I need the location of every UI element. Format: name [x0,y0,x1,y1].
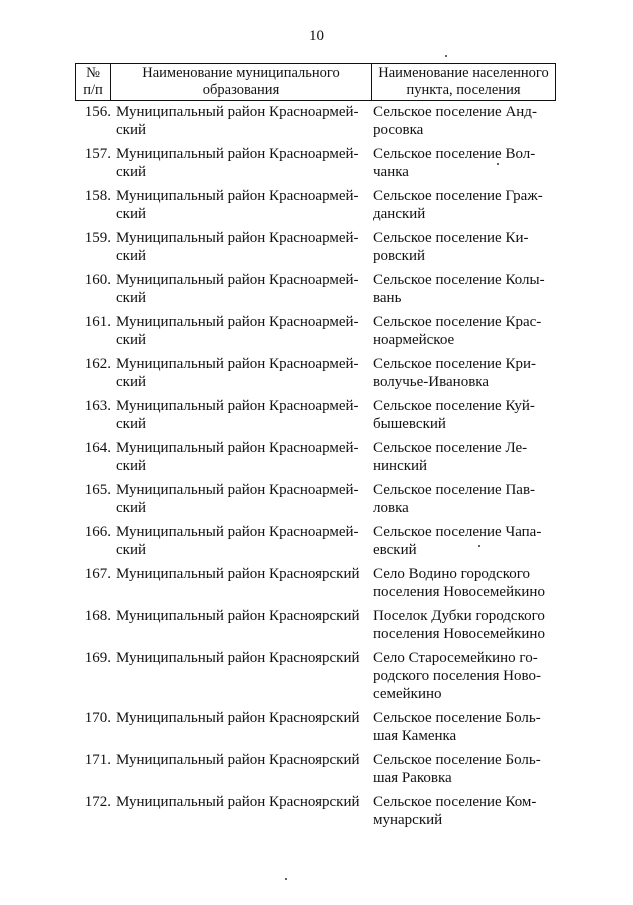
row-municipality [116,145,366,181]
row-number: 166. [84,524,111,540]
header-number-line2: п/п [83,82,103,98]
settlement-line: евский [373,542,417,558]
settlement-line: Сельское поселение Ле- [373,440,528,456]
settlement-line: Сельское поселение Анд- [373,104,537,120]
municipality-line: Муниципальный район Красноярский [116,752,360,768]
settlement-line: поселения Новосемейкино [373,584,545,600]
row-settlement [373,793,553,829]
settlement-line: Сельское поселение Пав- [373,482,536,498]
table-body [0,103,633,835]
row-settlement [373,271,553,307]
row-number: 163. [84,398,111,414]
page-number: 10 [309,28,324,44]
municipality-line: ский [116,416,146,432]
row-number: 167. [84,566,111,582]
municipality-line: Муниципальный район Красноармей- [116,524,359,540]
municipality-line: Муниципальный район Красноармей- [116,230,359,246]
settlement-line: ловка [373,500,409,516]
municipality-line: ский [116,164,146,180]
row-number: 161. [84,314,111,330]
row-municipality [116,523,366,559]
settlement-line: Сельское поселение Колы- [373,272,545,288]
row-number: 160. [84,272,111,288]
table-row [0,481,633,523]
table-row [0,229,633,271]
settlement-line: вань [373,290,402,306]
row-settlement [373,187,553,223]
row-settlement [373,439,553,475]
table-row [0,397,633,439]
settlement-line: шая Каменка [373,728,457,744]
row-municipality [116,103,366,139]
municipality-line: ский [116,206,146,222]
municipality-line: ский [116,248,146,264]
settlement-line: Сельское поселение Ком- [373,794,537,810]
row-settlement [373,103,553,139]
header-settlement-column [372,64,555,100]
municipality-line: Муниципальный район Красноармей- [116,482,359,498]
row-settlement [373,523,553,559]
settlement-line: Сельское поселение Кри- [373,356,536,372]
table-row [0,607,633,649]
row-municipality [116,649,366,667]
settlement-line: бышевский [373,416,446,432]
settlement-line: Сельское поселение Боль- [373,752,541,768]
settlement-line: семейкино [373,686,442,702]
table-row [0,439,633,481]
municipality-line: ский [116,374,146,390]
municipality-line: Муниципальный район Красноармей- [116,272,359,288]
row-number: 170. [84,710,111,726]
municipality-line: ский [116,290,146,306]
row-municipality [116,313,366,349]
header-municipality-line1: Наименование муниципального [142,65,340,81]
row-settlement [373,751,553,787]
row-number: 164. [84,440,111,456]
municipality-line: Муниципальный район Красноармей- [116,314,359,330]
row-settlement [373,313,553,349]
settlement-line: Сельское поселение Граж- [373,188,543,204]
row-municipality [116,355,366,391]
scan-speck [497,163,499,165]
settlement-line: данский [373,206,426,222]
table-row [0,793,633,835]
header-settlement-line1: Наименование населенного [378,65,549,81]
row-settlement [373,397,553,433]
table-row [0,523,633,565]
row-number: 169. [84,650,111,666]
settlement-line: Сельское поселение Куй- [373,398,535,414]
row-municipality [116,751,366,769]
row-settlement [373,607,553,643]
settlement-line: Сельское поселение Вол- [373,146,536,162]
scan-speck [478,545,480,547]
row-settlement [373,355,553,391]
row-number: 157. [84,146,111,162]
municipality-line: Муниципальный район Красноярский [116,566,360,582]
row-number: 168. [84,608,111,624]
row-number: 172. [84,794,111,810]
settlement-line: ноармейское [373,332,455,348]
row-municipality [116,187,366,223]
settlement-line: шая Раковка [373,770,452,786]
row-municipality [116,229,366,265]
municipality-line: Муниципальный район Красноармей- [116,188,359,204]
settlement-line: волучье-Ивановка [373,374,490,390]
row-number: 159. [84,230,111,246]
header-number-column [76,64,111,100]
municipality-line: Муниципальный район Красноярский [116,608,360,624]
row-municipality [116,397,366,433]
table-header [75,63,556,101]
municipality-line: Муниципальный район Красноармей- [116,440,359,456]
settlement-line: нинский [373,458,428,474]
row-municipality [116,481,366,517]
municipality-line: ский [116,542,146,558]
municipality-line: ский [116,332,146,348]
scan-speck [285,878,287,880]
municipality-line: ский [116,122,146,138]
municipality-line: Муниципальный район Красноярский [116,650,360,666]
settlement-line: ровский [373,248,425,264]
settlement-line: Село Старосемейкино го- [373,650,538,666]
row-number: 165. [84,482,111,498]
row-number: 158. [84,188,111,204]
header-municipality-line2: образования [202,82,280,98]
row-number: 156. [84,104,111,120]
settlement-line: росовка [373,122,424,138]
row-municipality [116,607,366,625]
row-municipality [116,271,366,307]
header-municipality-column [111,64,372,100]
municipality-line: ский [116,458,146,474]
municipality-line: Муниципальный район Красноармей- [116,104,359,120]
settlement-line: родского поселения Ново- [373,668,541,684]
settlement-line: Сельское поселение Боль- [373,710,541,726]
table-row [0,145,633,187]
table-row [0,649,633,709]
settlement-line: мунарский [373,812,443,828]
municipality-line: Муниципальный район Красноармей- [116,398,359,414]
settlement-line: Сельское поселение Ки- [373,230,529,246]
settlement-line: поселения Новосемейкино [373,626,545,642]
table-row [0,709,633,751]
row-settlement [373,481,553,517]
scan-speck [445,55,447,57]
municipality-line: Муниципальный район Красноармей- [116,356,359,372]
municipality-line: Муниципальный район Красноармей- [116,146,359,162]
table-row [0,103,633,145]
row-municipality [116,565,366,583]
table-row [0,187,633,229]
settlement-line: Сельское поселение Чапа- [373,524,542,540]
table-row [0,751,633,793]
table-row [0,271,633,313]
municipality-line: Муниципальный район Красноярский [116,794,360,810]
row-settlement [373,145,553,181]
municipality-line: ский [116,500,146,516]
row-settlement [373,709,553,745]
table-row [0,565,633,607]
settlement-line: чанка [373,164,409,180]
municipality-line: Муниципальный район Красноярский [116,710,360,726]
row-settlement [373,649,553,703]
settlement-line: Сельское поселение Крас- [373,314,542,330]
header-number-line1: № [86,65,100,81]
row-settlement [373,229,553,265]
table-row [0,355,633,397]
header-settlement-line2: пункта, поселения [406,82,521,98]
row-municipality [116,793,366,811]
row-number: 162. [84,356,111,372]
row-municipality [116,439,366,475]
row-municipality [116,709,366,727]
table-row [0,313,633,355]
row-settlement [373,565,553,601]
settlement-line: Поселок Дубки городского [373,608,545,624]
settlement-line: Село Водино городского [373,566,531,582]
row-number: 171. [84,752,111,768]
